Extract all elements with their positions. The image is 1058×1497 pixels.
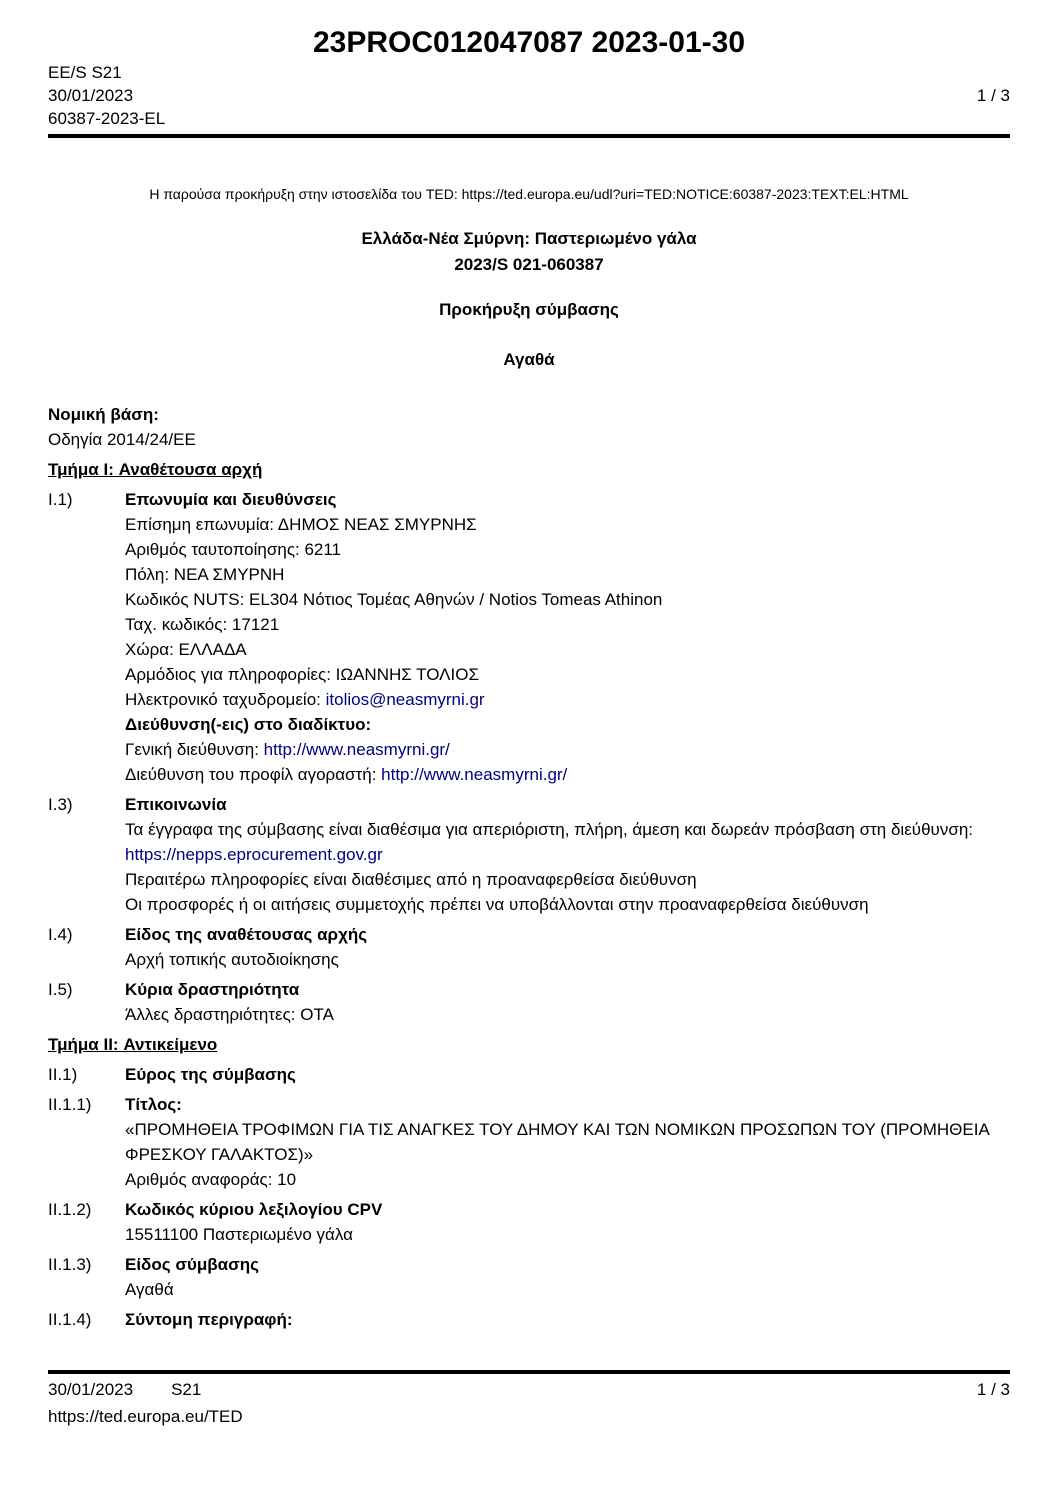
notice-type: Προκήρυξη σύμβασης [439, 300, 619, 319]
footer-rule [48, 1370, 1010, 1374]
item-i3 [48, 792, 1010, 917]
contract-type-value: Αγαθά [125, 1280, 174, 1299]
item-ii14 [48, 1307, 1010, 1332]
contract-nature: Αγαθά [503, 350, 555, 369]
city: Πόλη: ΝΕΑ ΣΜΥΡΝΗ [125, 565, 285, 584]
header-meta [48, 61, 1010, 130]
email-line [125, 687, 1010, 712]
legal-basis-value: Οδηγία 2014/24/ΕΕ [48, 430, 196, 449]
item-ii14-number: II.1.4) [48, 1310, 92, 1329]
internet-addresses-heading: Διεύθυνση(-εις) στο διαδίκτυο: [125, 715, 372, 734]
item-ii1-number: II.1) [48, 1065, 78, 1084]
postal-code: Ταχ. κωδικός: 17121 [125, 615, 280, 634]
item-i4 [48, 922, 1010, 972]
buyer-profile-label: Διεύθυνση του προφίλ αγοραστή: [125, 765, 382, 784]
email-label: Ηλεκτρονικό ταχυδρομείο: [125, 690, 326, 709]
footer-date: 30/01/2023 [48, 1380, 134, 1399]
authority-type-value: Αρχή τοπικής αυτοδιοίκησης [125, 950, 339, 969]
legal-basis [48, 402, 1010, 452]
general-address-label: Γενική διεύθυνση: [125, 740, 264, 759]
contract-title-text: «ΠΡΟΜΗΘΕΙΑ ΤΡΟΦΙΜΩΝ ΓΙΑ ΤΙΣ ΑΝΑΓΚΕΣ ΤΟΥ ΔΗΜΟΥ ΚΑΙ ΤΩΝ ΝΟΜΙΚΩΝ ΠΡΟΣΩΠΩΝ ΤΟΥ (ΠΡΟΜΗΘΕΙΑ ΦΡΕΣΚΟΥ ΓΑΛΑΚΤΟΣ)» [125, 1120, 989, 1164]
reference-number: Αριθμός αναφοράς: 10 [125, 1170, 297, 1189]
item-ii11 [48, 1092, 1010, 1192]
item-ii11-number: II.1.1) [48, 1095, 92, 1114]
legal-basis-label: Νομική βάση: [48, 405, 159, 424]
item-i1-title: Επωνυμία και διευθύνσεις [125, 490, 337, 509]
item-i4-number: I.4) [48, 925, 73, 944]
further-info-line: Περαιτέρω πληροφορίες είναι διαθέσιμες από η προαναφερθείσα διεύθυνση [125, 870, 697, 889]
protocol-title: 23PROC012047087 2023-01-30 [313, 26, 745, 59]
item-ii13-number: II.1.3) [48, 1255, 92, 1274]
item-ii12-title: Κωδικός κύριου λεξιλογίου CPV [125, 1200, 383, 1219]
notice-country-title: Ελλάδα-Νέα Σμύρνη: Παστεριωμένο γάλα [361, 229, 697, 248]
doc-number: 60387-2023-EL [48, 109, 166, 128]
notice-number: 2023/S 021-060387 [454, 255, 604, 274]
procurement-platform-link[interactable]: https://nepps.eprocurement.gov.gr [125, 845, 383, 864]
submission-line: Οι προσφορές ή οι αιτήσεις συμμετοχής πρέπει να υποβάλλονται στην προαναφερθείσα διεύθυνση [125, 895, 869, 914]
item-i3-number: I.3) [48, 795, 73, 814]
item-i5-title: Κύρια δραστηριότητα [125, 980, 300, 999]
page-footer [48, 1370, 1010, 1428]
journal-issue: EE/S S21 [48, 63, 122, 82]
section-i-heading: Τμήμα I: Αναθέτουσα αρχή [48, 460, 263, 479]
header-date: 30/01/2023 [48, 86, 134, 105]
item-i4-title: Είδος της αναθέτουσας αρχής [125, 925, 368, 944]
section-ii-heading: Τμήμα II: Αντικείμενο [48, 1035, 218, 1054]
item-i3-title: Επικοινωνία [125, 795, 227, 814]
buyer-profile-link[interactable]: http://www.neasmyrni.gr/ [381, 765, 568, 784]
header-rule [48, 134, 1010, 138]
general-address-link[interactable]: http://www.neasmyrni.gr/ [263, 740, 450, 759]
main-activity-value: Άλλες δραστηριότητες: ΟΤΑ [125, 1005, 334, 1024]
item-ii1-title: Εύρος της σύμβασης [125, 1065, 296, 1084]
item-ii14-title: Σύντομη περιγραφή: [125, 1310, 293, 1329]
footer-journal: S21 [171, 1380, 202, 1399]
item-ii1 [48, 1062, 1010, 1087]
item-i5 [48, 977, 1010, 1027]
item-ii12-number: II.1.2) [48, 1200, 92, 1219]
item-ii11-title: Τίτλος: [125, 1095, 182, 1114]
ted-url-line: Η παρούσα προκήρυξη στην ιστοσελίδα του TED: https://ted.europa.eu/udl?uri=TED:NOTICE:60387-2023:TEXT:EL:HTML [149, 186, 909, 202]
email-link[interactable]: itolios@neasmyrni.gr [325, 690, 485, 709]
item-i1 [48, 487, 1010, 787]
contact-person: Αρμόδιος για πληροφορίες: ΙΩΑΝΝΗΣ ΤΟΛΙΟΣ [125, 665, 479, 684]
national-id: Αριθμός ταυτοποίησης: 6211 [125, 540, 342, 559]
header-page-indicator: 1 / 3 [976, 86, 1010, 105]
item-ii12 [48, 1197, 1010, 1247]
official-name: Επίσημη επωνυμία: ΔΗΜΟΣ ΝΕΑΣ ΣΜΥΡΝΗΣ [125, 515, 477, 534]
nuts-code: Κωδικός NUTS: EL304 Νότιος Τομέας Αθηνών / Notios Tomeas Athinon [125, 590, 663, 609]
footer-page-indicator: 1 / 3 [976, 1380, 1010, 1399]
general-address-line [125, 737, 1010, 762]
buyer-profile-line [125, 762, 1010, 787]
cpv-code-value: 15511100 Παστεριωμένο γάλα [125, 1225, 353, 1244]
documents-availability-line [125, 817, 1010, 867]
documents-availability-text: Τα έγγραφα της σύμβασης είναι διαθέσιμα για απεριόριστη, πλήρη, άμεση και δωρεάν πρόσβαση στη διεύθυνση: [125, 820, 974, 839]
country: Χώρα: ΕΛΛΑΔΑ [125, 640, 247, 659]
item-i1-number: I.1) [48, 490, 73, 509]
footer-url: https://ted.europa.eu/TED [48, 1407, 243, 1426]
item-i5-number: I.5) [48, 980, 73, 999]
item-ii13-title: Είδος σύμβασης [125, 1255, 259, 1274]
item-ii13 [48, 1252, 1010, 1302]
